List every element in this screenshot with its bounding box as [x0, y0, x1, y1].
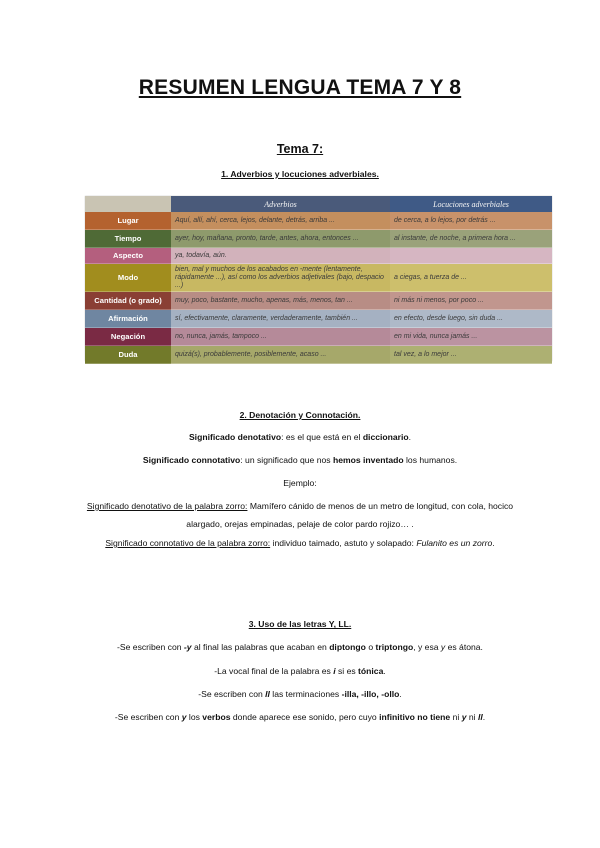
- row-label: Cantidad (o grado): [85, 292, 171, 310]
- row-label: Negación: [85, 328, 171, 346]
- row-label: Lugar: [85, 212, 171, 230]
- row-adverbios: Aquí, allí, ahí, cerca, lejos, delante, detrás, arriba ...: [171, 212, 390, 230]
- row-adverbios: quizá(s), probablemente, posiblemente, acaso ...: [171, 346, 390, 364]
- rule-3-ll: ll: [265, 689, 270, 699]
- rule-3-a: -Se escriben con: [198, 689, 266, 699]
- rule-1-b: al final las palabras que acaban en: [191, 642, 330, 652]
- denotativo-strong: diccionario: [362, 432, 409, 442]
- example-denotativo-text: Mamífero cánido de menos de un metro de longitud, con cola, hocico alargado, orejas empinadas, pelaje de color pardo rojizo… .: [186, 501, 514, 529]
- rule-1-a: -Se escriben con: [117, 642, 184, 652]
- row-locuciones: [390, 248, 552, 264]
- row-label: Modo: [85, 264, 171, 292]
- example-connotativo: [80, 534, 520, 552]
- row-label: Aspecto: [85, 248, 171, 264]
- section-2-title: 2. Denotación y Connotación.: [239, 410, 361, 420]
- rule-2-c: .: [383, 666, 386, 676]
- row-locuciones: en efecto, desde luego, sin duda ...: [390, 310, 552, 328]
- example-connotativo-italic: Fulanito es un zorro: [416, 538, 493, 548]
- connotativo-text-a: : un significado que nos: [240, 455, 333, 465]
- row-locuciones: de cerca, a lo lejos, por detrás ...: [390, 212, 552, 230]
- rule-2: [40, 663, 560, 680]
- row-locuciones: tal vez, a lo mejor ...: [390, 346, 552, 364]
- example-connotativo-label: Significado connotativo de la palabra zorro:: [105, 538, 271, 548]
- row-label: Duda: [85, 346, 171, 364]
- row-label: Afirmación: [85, 310, 171, 328]
- ejemplo-label: Ejemplo:: [283, 478, 317, 488]
- row-adverbios: no, nunca, jamás, tampoco ...: [171, 328, 390, 346]
- rule-3-terminaciones: -illa, -illo, -ollo: [341, 689, 400, 699]
- table-corner: [85, 196, 171, 212]
- rule-4-e: ni: [466, 712, 478, 722]
- rule-4-a: -Se escriben con: [114, 712, 182, 722]
- rule-1-triptongo: triptongo: [375, 642, 414, 652]
- row-locuciones: ni más ni menos, por poco ...: [390, 292, 552, 310]
- rule-1-y2: y: [440, 642, 446, 652]
- rule-1-e: es átona.: [445, 642, 483, 652]
- row-locuciones: a ciegas, a tuerza de ...: [390, 264, 552, 292]
- rule-3-b: las terminaciones: [269, 689, 342, 699]
- row-adverbios: bien, mal y muchos de los acabados en -mente (lentamente, rápidamente ...), así como los adverbios adjetivales (bajo, despacio ...): [171, 264, 390, 292]
- rule-4: [40, 709, 560, 726]
- rule-1-diptongo: diptongo: [329, 642, 366, 652]
- denotativo-text-a: : es el que está en el: [281, 432, 363, 442]
- rule-4-d: ni: [450, 712, 462, 722]
- row-label: Tiempo: [85, 230, 171, 248]
- rule-2-tonica: tónica: [358, 666, 384, 676]
- row-adverbios: ya, todavía, aún.: [171, 248, 390, 264]
- rule-1-y: -y: [183, 642, 192, 652]
- adverbs-table: [85, 196, 552, 361]
- connotativo-line: [40, 452, 560, 469]
- rule-4-y2: y: [461, 712, 467, 722]
- section-1-title: 1. Adverbios y locuciones adverbiales.: [221, 169, 379, 179]
- rule-3-c: .: [399, 689, 402, 699]
- example-connotativo-end: .: [492, 538, 495, 548]
- rule-4-c: donde aparece ese sonido, pero cuyo: [230, 712, 380, 722]
- connotativo-text-b: los humanos.: [403, 455, 458, 465]
- page-title: RESUMEN LENGUA TEMA 7 Y 8: [138, 76, 462, 99]
- rule-1-d: , y esa: [413, 642, 441, 652]
- rule-4-f: .: [482, 712, 486, 722]
- example-denotativo-label: Significado denotativo de la palabra zorro:: [86, 501, 248, 511]
- rule-2-a: -La vocal final de la palabra es: [214, 666, 334, 676]
- section-3-title: 3. Uso de las letras Y, LL.: [248, 619, 352, 629]
- row-adverbios: sí, efectivamente, claramente, verdaderamente, también ...: [171, 310, 390, 328]
- denotativo-text-b: .: [408, 432, 412, 442]
- header-locuciones: Locuciones adverbiales: [390, 196, 552, 212]
- rule-3: [40, 686, 560, 703]
- rule-4-verbos: verbos: [202, 712, 231, 722]
- rule-4-b: los: [186, 712, 203, 722]
- row-locuciones: en mi vida, nunca jamás ...: [390, 328, 552, 346]
- rule-1: [40, 639, 560, 656]
- header-adverbios: Adverbios: [171, 196, 390, 212]
- row-adverbios: ayer, hoy, mañana, pronto, tarde, antes, ahora, entonces ...: [171, 230, 390, 248]
- tema-7-heading: Tema 7:: [276, 142, 324, 156]
- connotativo-term: Significado connotativo: [142, 455, 241, 465]
- rule-2-b: si es: [335, 666, 359, 676]
- example-denotativo: [80, 497, 520, 533]
- connotativo-strong: hemos inventado: [332, 455, 404, 465]
- row-adverbios: muy, poco, bastante, mucho, apenas, más, menos, tan ...: [171, 292, 390, 310]
- denotativo-term: Significado denotativo: [188, 432, 282, 442]
- denotativo-line: [40, 429, 560, 446]
- rule-1-c: o: [365, 642, 376, 652]
- rule-4-y: y: [181, 712, 187, 722]
- row-locuciones: al instante, de noche, a primera hora ...: [390, 230, 552, 248]
- rule-4-infinitivo: infinitivo no tiene: [379, 712, 451, 722]
- rule-4-ll: ll: [477, 712, 483, 722]
- example-connotativo-text: individuo taimado, astuto y solapado:: [270, 538, 417, 548]
- rule-2-i: i: [333, 666, 336, 676]
